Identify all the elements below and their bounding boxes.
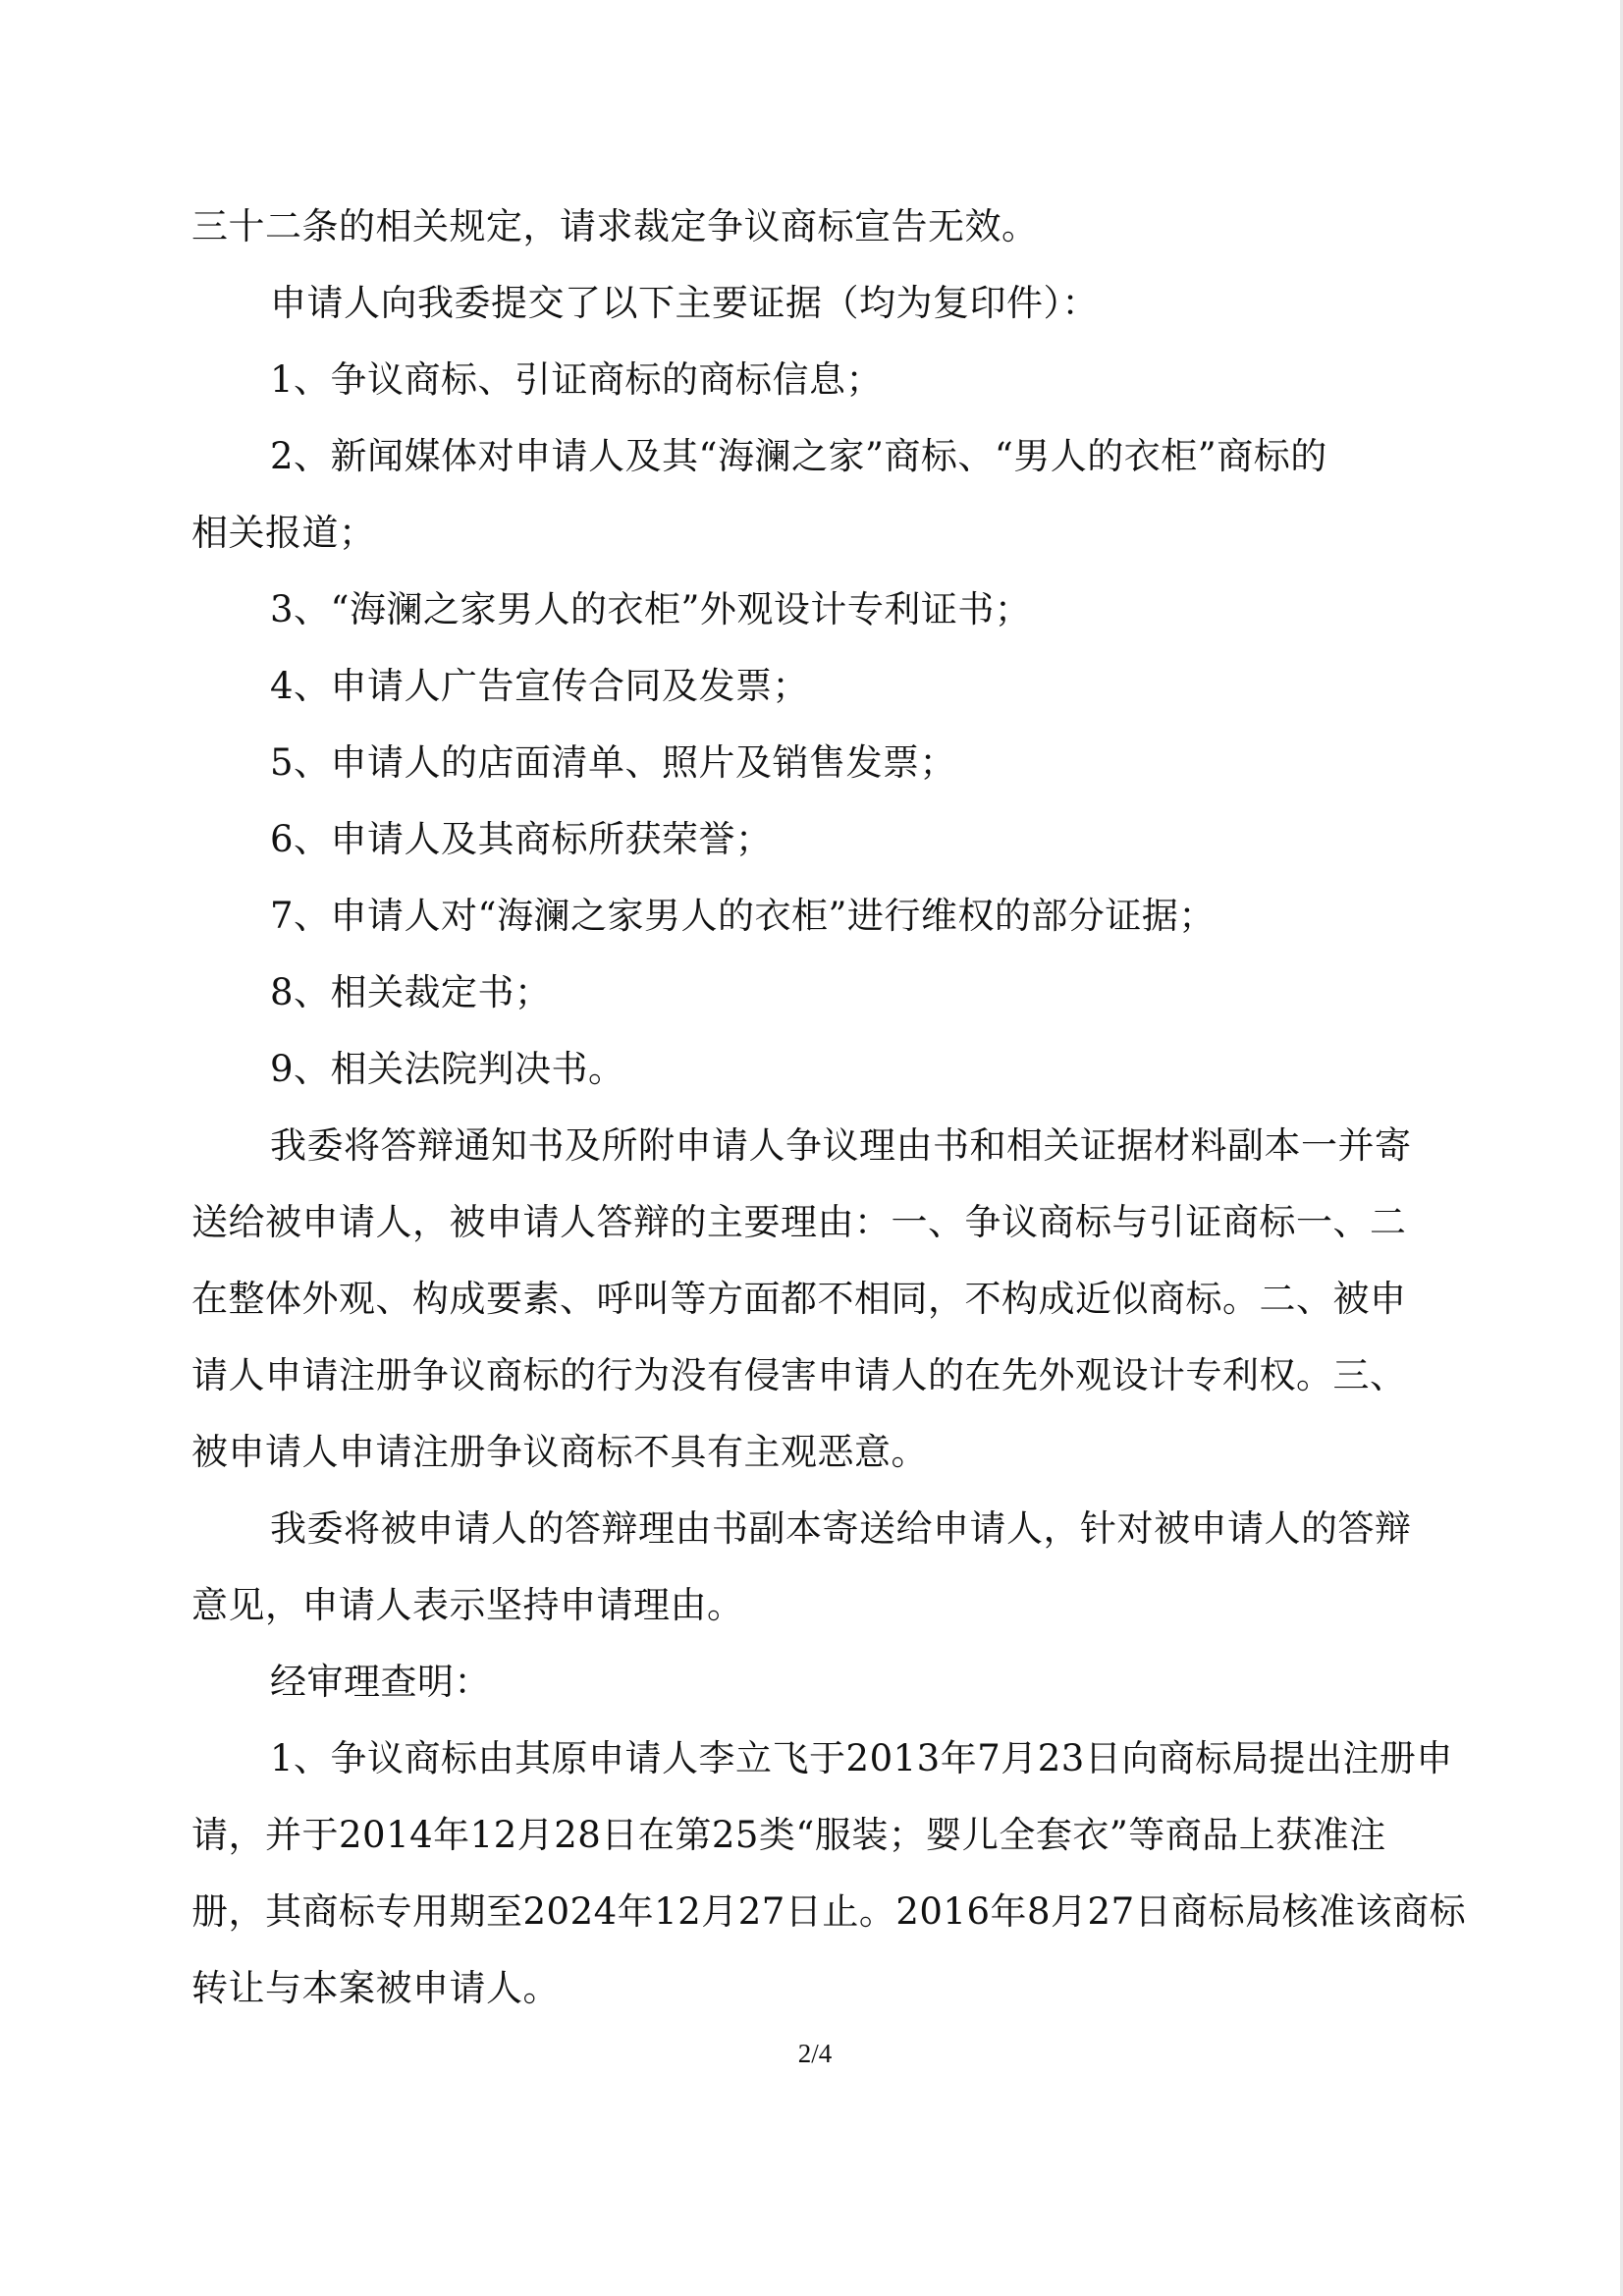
list-item: 9、相关法院判决书。: [270, 1048, 625, 1090]
list-item: 5、申请人的店面清单、照片及销售发票；: [270, 741, 957, 784]
paragraph-line: 我委将被申请人的答辩理由书副本寄送给申请人，针对被申请人的答辩: [270, 1507, 1412, 1550]
list-item: 4、申请人广告宣传合同及发票；: [270, 665, 810, 707]
list-item: 3、“海澜之家男人的衣柜”外观设计专利证书；: [270, 588, 1032, 630]
list-item: 7、申请人对“海澜之家男人的衣柜”进行维权的部分证据；: [270, 895, 1216, 937]
list-item: 2、新闻媒体对申请人及其“海澜之家”商标、“男人的衣柜”商标的: [270, 435, 1327, 477]
paragraph-line: 三十二条的相关规定，请求裁定争议商标宣告无效。: [191, 205, 1039, 247]
paragraph-line: 请人申请注册争议商标的行为没有侵害申请人的在先外观设计专利权。三、: [191, 1354, 1407, 1396]
paragraph-line: 我委将答辩通知书及所附申请人争议理由书和相关证据材料副本一并寄: [270, 1124, 1412, 1167]
paragraph-line: 1、争议商标由其原申请人李立飞于2013年7月23日向商标局提出注册申: [270, 1737, 1453, 1779]
paragraph-line: 送给被申请人，被申请人答辩的主要理由：一、争议商标与引证商标一、二: [191, 1201, 1407, 1243]
list-item: 8、相关裁定书；: [270, 971, 552, 1013]
paragraph-line: 经审理查明：: [270, 1661, 491, 1703]
paragraph-line: 请，并于2014年12月28日在第25类“服装；婴儿全套衣”等商品上获准注: [191, 1814, 1386, 1856]
list-item: 1、争议商标、引证商标的商标信息；: [270, 358, 884, 401]
page-number: 2/4: [797, 2039, 833, 2068]
paragraph-line: 册，其商标专用期至2024年12月27日止。2016年8月27日商标局核准该商标: [191, 1890, 1467, 1933]
paragraph-line: 意见，申请人表示坚持申请理由。: [191, 1584, 744, 1626]
paragraph-line: 在整体外观、构成要素、呼叫等方面都不相同，不构成近似商标。二、被申: [191, 1278, 1407, 1320]
paragraph-line: 被申请人申请注册争议商标不具有主观恶意。: [191, 1431, 928, 1473]
list-item: 6、申请人及其商标所获荣誉；: [270, 818, 773, 860]
paragraph-line: 相关报道；: [191, 512, 376, 554]
paragraph-line: 申请人向我委提交了以下主要证据（均为复印件）：: [270, 282, 1099, 324]
paragraph-line: 转让与本案被申请人。: [191, 1967, 560, 2009]
